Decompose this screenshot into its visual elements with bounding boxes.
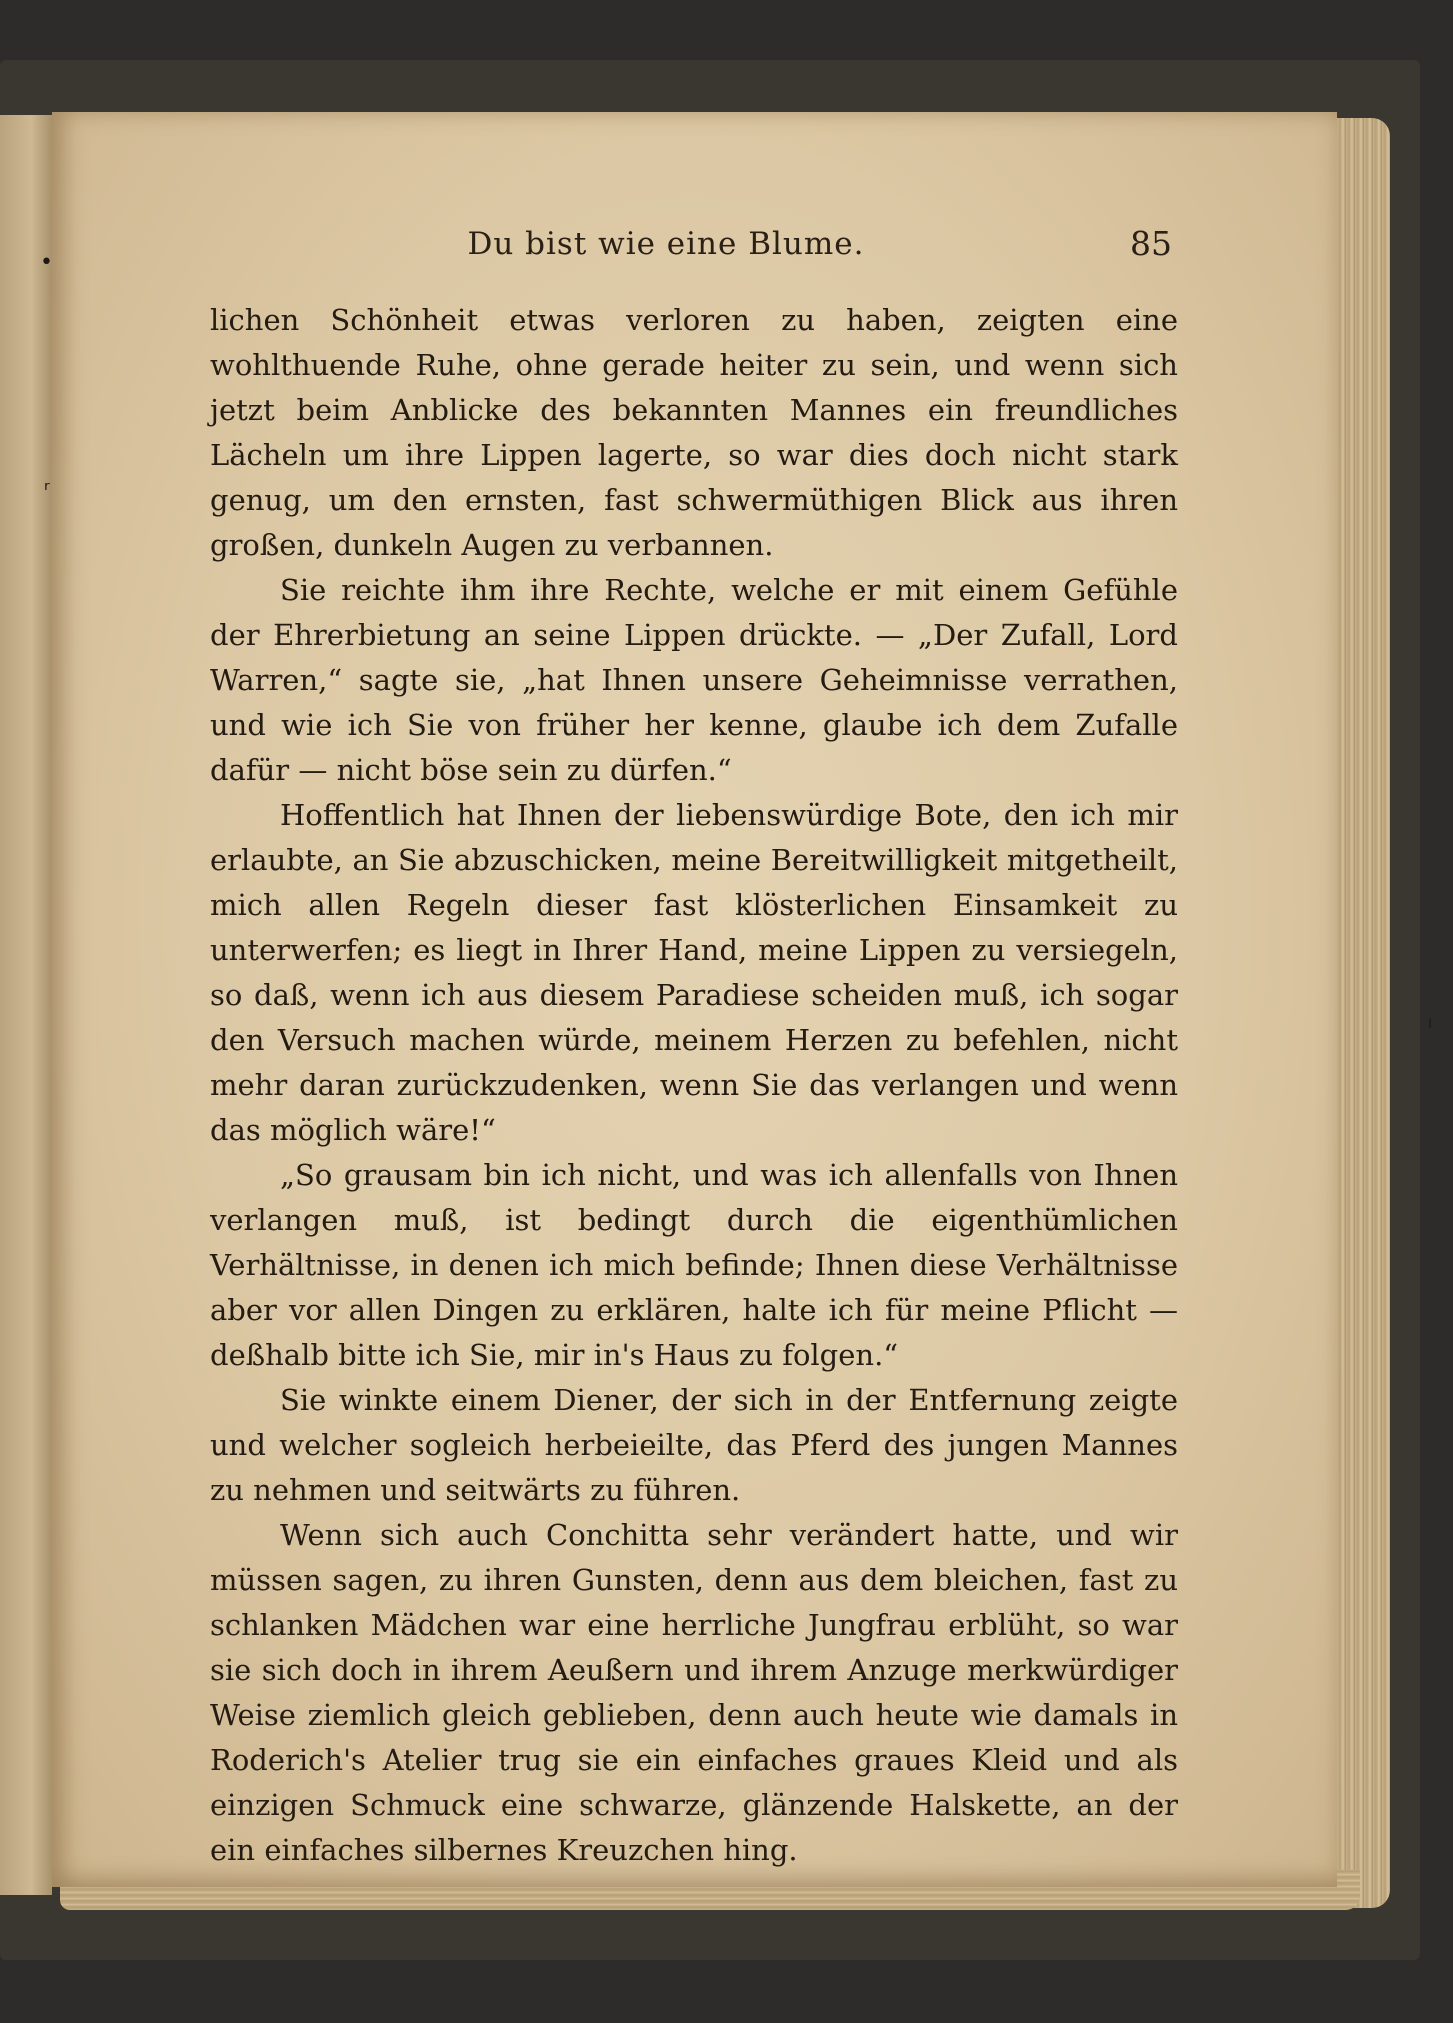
page-number: 85 [1130,224,1172,263]
paragraph: „So grausam bin ich nicht, und was ich allenfalls von Ihnen verlangen muß, ist bedingt durch die eigenthümlichen Verhältnisse, in denen ich mich befinde; Ihnen diese Verhältnisse aber vor allen Dingen zu erklären, halte ich für meine Pflicht — deßhalb bitte ich Sie, mir in's Haus zu folgen.“ [210,1158,1178,1372]
paragraph: Hoffentlich hat Ihnen der liebenswürdige Bote, den ich mir erlaubte, an Sie abzuschicken, meine Bereitwilligkeit mitgetheilt, mich allen Regeln dieser fast klösterlichen Einsamkeit zu unterwerfen; es liegt in Ihrer Hand, meine Lippen zu versiegeln, so daß, wenn ich aus diesem Paradiese scheiden muß, ich sogar den Versuch machen würde, meinem Herzen zu befehlen, nicht mehr daran zurückzudenken, wenn Sie das verlangen und wenn das möglich wäre!“ [210,798,1178,1147]
body-text [210,298,1178,1873]
margin-mark: • [40,250,53,275]
running-title: Du bist wie eine Blume. [467,226,865,262]
paragraph: Sie reichte ihm ihre Rechte, welche er mit einem Gefühle der Ehrerbietung an seine Lippen drückte. — „Der Zufall, Lord Warren,“ sagte sie, „hat Ihnen unsere Geheimnisse verrathen, und wie ich Sie von früher her kenne, glaube ich dem Zufalle dafür — nicht böse sein zu dürfen.“ [210,573,1178,787]
facing-page-edge [0,115,52,1895]
paragraph: Wenn sich auch Conchitta sehr verändert hatte, und wir müssen sagen, zu ihren Gunsten, denn aus dem bleichen, fast zu schlanken Mädchen war eine herrliche Jungfrau erblüht, so war sie sich doch in ihrem Aeußern und ihrem Anzuge merkwürdiger Weise ziemlich gleich geblieben, denn auch heute wie damals in Roderich's Atelier trug sie ein einfaches graues Kleid und als einzigen Schmuck eine schwarze, glänzende Halskette, an der ein einfaches silbernes Kreuzchen hing. [210,1518,1178,1867]
margin-mark: ʳ [44,478,50,503]
paragraph: Sie winkte einem Diener, der sich in der Entfernung zeigte und welcher sogleich herbeieilte, das Pferd des jungen Mannes zu nehmen und seitwärts zu führen. [210,1383,1178,1507]
margin-mark: ˡ [1428,1016,1432,1041]
page-header [160,222,1172,266]
paragraph: lichen Schönheit etwas verloren zu haben, zeigten eine wohlthuende Ruhe, ohne gerade heiter zu sein, und wenn sich jetzt beim Anblicke des bekannten Mannes ein freundliches Lächeln um ihre Lippen lagerte, so war dies doch nicht stark genug, um den ernsten, fast schwermüthigen Blick aus ihren großen, dunkeln Augen zu verbannen. [210,303,1178,562]
